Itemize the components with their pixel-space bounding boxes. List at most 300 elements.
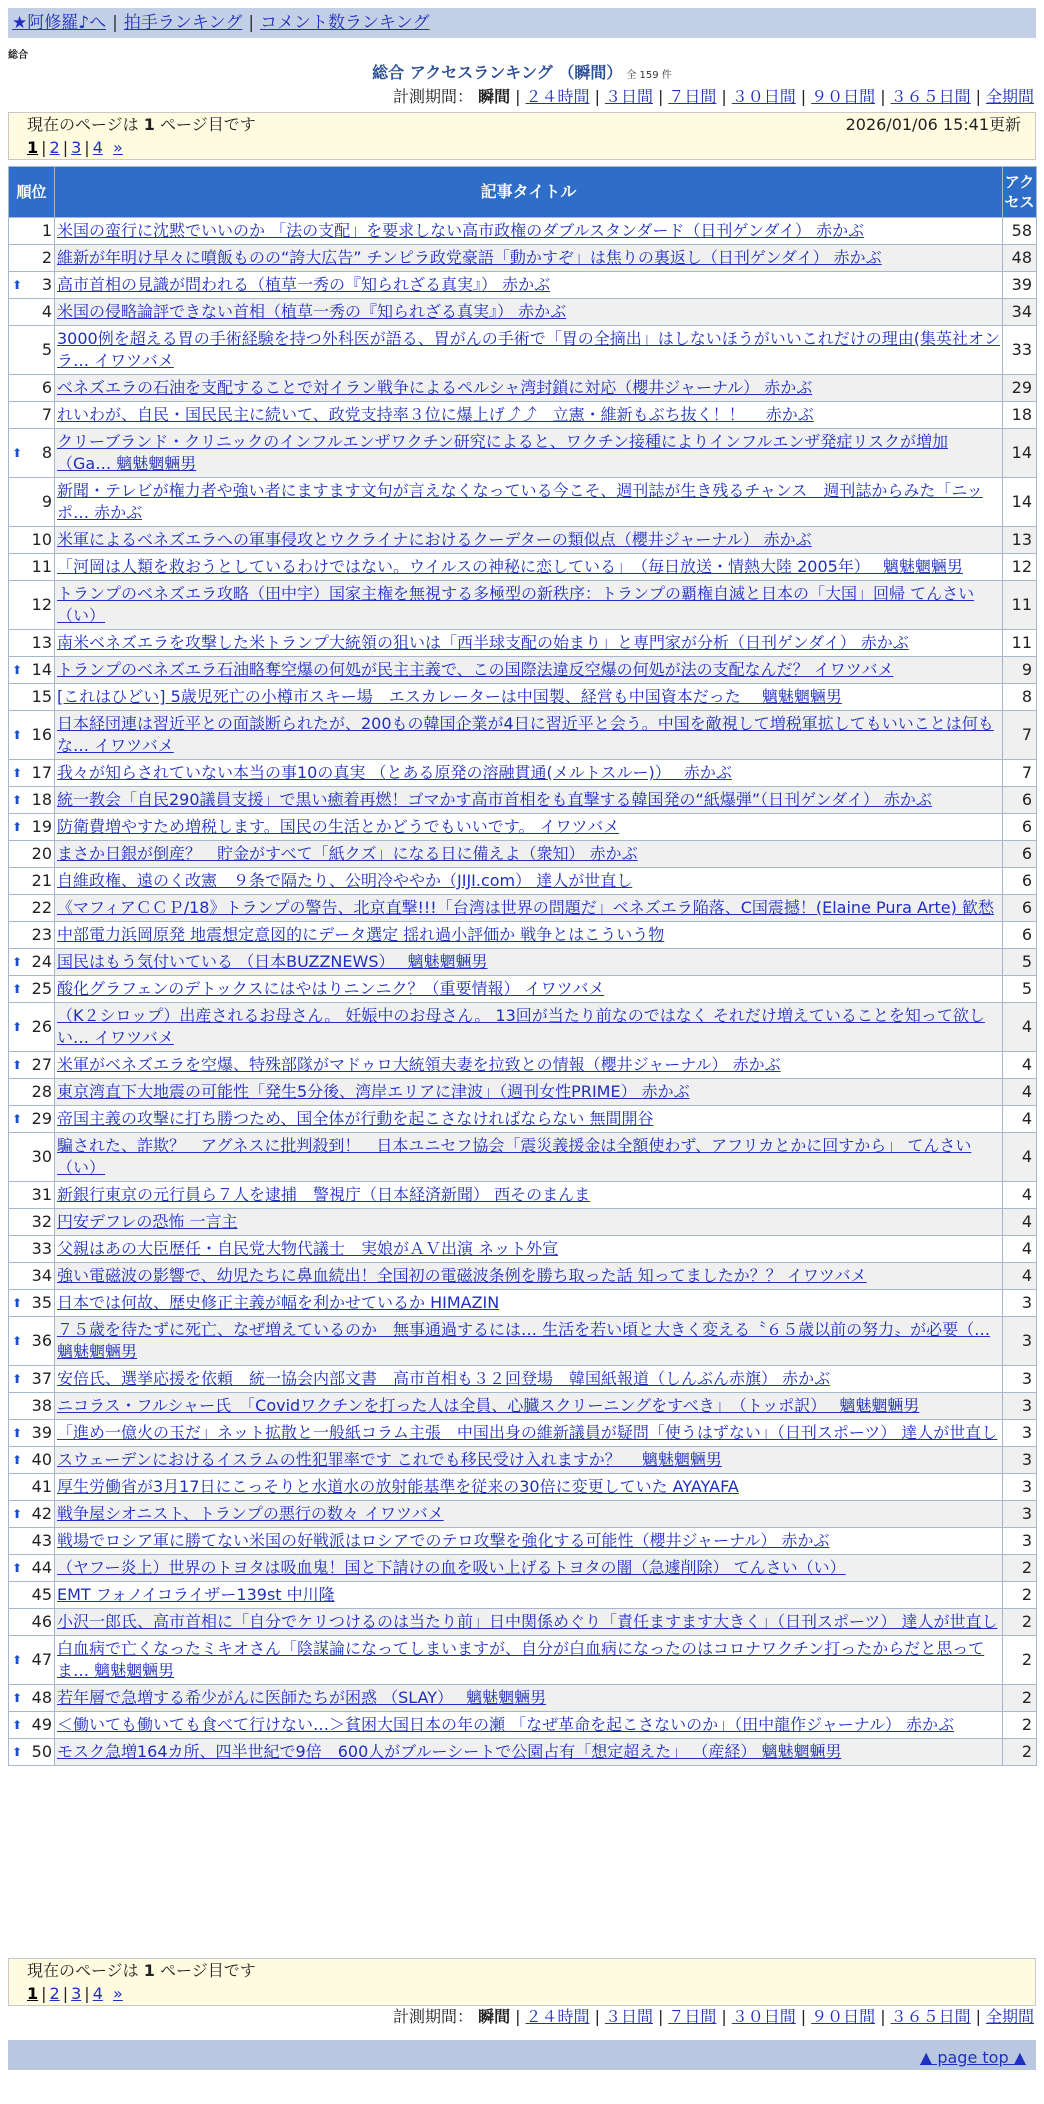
rank-cell bbox=[9, 1209, 55, 1236]
table-header-row bbox=[9, 167, 1037, 218]
title-cell bbox=[55, 711, 1003, 760]
rank-number: 40 bbox=[31, 1450, 52, 1469]
access-count: 9 bbox=[1003, 657, 1037, 684]
rank-number: 7 bbox=[41, 405, 52, 424]
rank-number: 9 bbox=[41, 492, 52, 511]
table-row bbox=[9, 1739, 1037, 1766]
title-cell bbox=[55, 684, 1003, 711]
title-cell bbox=[55, 1447, 1003, 1474]
title-cell bbox=[55, 245, 1003, 272]
article-title-link[interactable]: 米軍によるベネズエラへの軍事侵攻とウクライナにおけるクーデターの類似点（櫻井ジャーナル） 赤かぶ bbox=[57, 530, 812, 549]
header-rank: 順位 bbox=[9, 167, 55, 218]
article-title-link[interactable]: 維新が年明け早々に噴飯ものの“誇大広告” チンピラ政党豪語「動かすぞ」は焦りの裏返し（日刊ゲンダイ） 赤かぶ bbox=[57, 248, 882, 267]
table-row bbox=[9, 1366, 1037, 1393]
table-row bbox=[9, 630, 1037, 657]
table-row bbox=[9, 581, 1037, 630]
access-count: 2 bbox=[1003, 1609, 1037, 1636]
clap-ranking-link[interactable]: 拍手ランキング bbox=[123, 13, 243, 33]
table-row bbox=[9, 1712, 1037, 1739]
rank-number: 48 bbox=[31, 1688, 52, 1707]
pager-links: 1 | 2 | 3 | 4 » bbox=[27, 138, 123, 157]
article-title-link[interactable]: 新聞・テレビが権力者や強い者にますます文句が言えなくなっている今こそ、週刊誌が生き残るチャンス 週刊誌からみた「ニッポ… 赤かぶ bbox=[57, 481, 983, 522]
period-label-bottom: 計測期間： bbox=[393, 2007, 474, 2026]
up-arrow-icon: ⬆ bbox=[12, 1653, 23, 1667]
article-title-link[interactable]: スウェーデンにおけるイスラムの性犯罪率です これでも移民受け入れますか？ 魑魅魍魎男 bbox=[57, 1450, 722, 1469]
updated-timestamp: 2026/01/06 15:41更新 bbox=[845, 115, 1021, 134]
access-count: 6 bbox=[1003, 787, 1037, 814]
article-title-link[interactable]: 「河岡は人類を救おうとしているわけではない。ウイルスの神秘に恋している」 （毎日放送・情熱大陸 2005年） 魑魅魍魎男 bbox=[57, 557, 963, 576]
rank-cell bbox=[9, 868, 55, 895]
rank-number: 2 bbox=[41, 248, 52, 267]
access-count: 4 bbox=[1003, 1236, 1037, 1263]
table-row bbox=[9, 375, 1037, 402]
access-count: 4 bbox=[1003, 1133, 1037, 1182]
rank-cell bbox=[9, 1366, 55, 1393]
title-cell bbox=[55, 657, 1003, 684]
article-title-link[interactable]: 米国の蛮行に沈黙でいいのか 「法の支配」を要求しない高市政権のダブルスタンダード（日刊ゲンダイ） 赤かぶ bbox=[57, 221, 865, 240]
rank-cell bbox=[9, 976, 55, 1003]
title-cell bbox=[55, 1582, 1003, 1609]
article-title-link[interactable]: 帝国主義の攻撃に打ち勝つため、国全体が行動を起こさなければならない 無間開谷 bbox=[57, 1109, 654, 1128]
access-count: 4 bbox=[1003, 1209, 1037, 1236]
rank-number: 37 bbox=[31, 1369, 52, 1388]
period-link-7d-bottom[interactable]: ７日間 bbox=[668, 2007, 717, 2026]
article-title-link[interactable]: 統一教会「自民290議員支援」で黒い癒着再燃！ゴマかす高市首相をも直撃する韓国発の“紙爆弾”（日刊ゲンダイ） 赤かぶ bbox=[57, 790, 932, 809]
rank-number: 21 bbox=[31, 871, 52, 890]
article-title-link[interactable]: 父親はあの大臣歴任・自民党大物代議士 実娘がＡＶ出演 ネット外宣 bbox=[57, 1239, 559, 1258]
title-cell bbox=[55, 787, 1003, 814]
title-cell bbox=[55, 1366, 1003, 1393]
title-cell bbox=[55, 1555, 1003, 1582]
rank-cell bbox=[9, 272, 55, 299]
rank-number: 12 bbox=[31, 595, 52, 614]
top-nav-bar bbox=[8, 8, 1036, 38]
rank-number: 11 bbox=[31, 557, 52, 576]
period-link-90d[interactable]: ９０日間 bbox=[811, 87, 876, 106]
rank-cell bbox=[9, 429, 55, 478]
rank-cell bbox=[9, 1317, 55, 1366]
pager-bottom bbox=[8, 1958, 1036, 2006]
page-link-4[interactable]: 4 bbox=[92, 138, 103, 157]
rank-cell bbox=[9, 245, 55, 272]
rank-number: 5 bbox=[41, 340, 52, 359]
rank-cell bbox=[9, 814, 55, 841]
page-title-text: 総合 アクセスランキング （瞬間） bbox=[372, 63, 623, 82]
rank-number: 6 bbox=[41, 378, 52, 397]
article-title-link[interactable]: モスク急増164カ所、四半世紀で9倍 600人がブルーシートで公園占有「想定超えた」 （産経） 魑魅魍魎男 bbox=[57, 1742, 842, 1761]
title-cell bbox=[55, 895, 1003, 922]
rank-number: 18 bbox=[31, 790, 52, 809]
rank-cell bbox=[9, 922, 55, 949]
pager-links-bottom: 1 | 2 | 3 | 4 » bbox=[27, 1984, 123, 2003]
table-row bbox=[9, 299, 1037, 326]
rank-number: 22 bbox=[31, 898, 52, 917]
rank-cell bbox=[9, 1685, 55, 1712]
access-count: 2 bbox=[1003, 1685, 1037, 1712]
up-arrow-icon: ⬆ bbox=[12, 1112, 23, 1126]
up-arrow-icon: ⬆ bbox=[12, 1334, 23, 1348]
up-arrow-icon: ⬆ bbox=[12, 1058, 23, 1072]
article-title-link[interactable]: まさか日銀が倒産？ 貯金がすべて「紙クズ」になる日に備えよ（衆知） 赤かぶ bbox=[57, 844, 638, 863]
table-row bbox=[9, 478, 1037, 527]
nav-separator: | bbox=[248, 13, 255, 33]
up-arrow-icon: ⬆ bbox=[12, 1426, 23, 1440]
table-row bbox=[9, 554, 1037, 581]
rank-number: 33 bbox=[31, 1239, 52, 1258]
pager-suffix: ページ目です bbox=[160, 115, 256, 134]
table-row bbox=[9, 527, 1037, 554]
period-current-bottom: 瞬間 bbox=[478, 2007, 511, 2026]
article-title-link[interactable]: [これはひどい] 5歳児死亡の小樽市スキー場 エスカレーターは中国製、経営も中国資本だった 魑魅魍魎男 bbox=[57, 687, 842, 706]
title-cell bbox=[55, 841, 1003, 868]
rank-cell bbox=[9, 1003, 55, 1052]
rank-cell bbox=[9, 1393, 55, 1420]
rank-cell bbox=[9, 787, 55, 814]
period-label: 計測期間： bbox=[393, 87, 474, 106]
rank-number: 46 bbox=[31, 1612, 52, 1631]
access-count: 6 bbox=[1003, 841, 1037, 868]
rank-number: 45 bbox=[31, 1585, 52, 1604]
access-count: 4 bbox=[1003, 1263, 1037, 1290]
article-title-link[interactable]: 《マフィアＣＣＰ/18》トランプの警告、北京直撃!!!「台湾は世界の問題だ」ベネズエラ陥落、C国震撼！(Elaine Pura Arte) 歓愁 bbox=[57, 898, 994, 917]
article-title-link[interactable]: 戦場でロシア軍に勝てない米国の好戦派はロシアでのテロ攻撃を強化する可能性（櫻井ジャーナル） 赤かぶ bbox=[57, 1531, 830, 1550]
article-title-link[interactable]: 騙された、詐欺？ アグネスに批判殺到！ 日本ユニセフ協会「震災義援金は全額使わず、アフリカとかに回すから」 てんさい（い） bbox=[57, 1136, 972, 1177]
up-arrow-icon: ⬆ bbox=[12, 1372, 23, 1386]
rank-cell bbox=[9, 1420, 55, 1447]
access-count: 4 bbox=[1003, 1106, 1037, 1133]
article-title-link[interactable]: 安倍氏、選挙応援を依頼 統一協会内部文書 高市首相も３２回登場 韓国紙報道（しんぶん赤旗） 赤かぶ bbox=[57, 1369, 831, 1388]
rank-cell bbox=[9, 841, 55, 868]
table-row bbox=[9, 657, 1037, 684]
article-title-link[interactable]: 戦争屋シオニスト、トランプの悪行の数々 イワツバメ bbox=[57, 1504, 444, 1523]
title-cell bbox=[55, 1182, 1003, 1209]
article-title-link[interactable]: 防衛費増やすため増税します。国民の生活とかどうでもいいです。 イワツバメ bbox=[57, 817, 620, 836]
table-row bbox=[9, 841, 1037, 868]
article-title-link[interactable]: EMT フォノイコライザー139st 中川隆 bbox=[57, 1585, 335, 1604]
title-cell bbox=[55, 1609, 1003, 1636]
up-arrow-icon: ⬆ bbox=[12, 1745, 23, 1759]
table-row bbox=[9, 1263, 1037, 1290]
article-title-link[interactable]: 米軍がベネズエラを空爆、特殊部隊がマドゥロ大統領夫妻を拉致との情報（櫻井ジャーナル） 赤かぶ bbox=[57, 1055, 781, 1074]
article-title-link[interactable]: トランプのベネズエラ攻略（田中宇）国家主権を無視する多極型の新秩序：トランプの覇権自滅と日本の「大国」回帰 てんさい（い） bbox=[57, 584, 975, 625]
period-link-all[interactable]: 全期間 bbox=[985, 87, 1034, 106]
up-arrow-icon: ⬆ bbox=[12, 1296, 23, 1310]
access-count: 13 bbox=[1003, 527, 1037, 554]
access-count: 18 bbox=[1003, 402, 1037, 429]
rank-number: 50 bbox=[31, 1742, 52, 1761]
period-link-90d-bottom[interactable]: ９０日間 bbox=[811, 2007, 876, 2026]
page-link-2-bottom[interactable]: 2 bbox=[49, 1984, 60, 2003]
access-count: 3 bbox=[1003, 1420, 1037, 1447]
article-title-link[interactable]: れいわが、自民・国民民主に続いて、政党支持率３位に爆上げ⤴⤴ 立憲・維新もぶち抜く！！ 赤かぶ bbox=[57, 405, 814, 424]
access-count: 6 bbox=[1003, 814, 1037, 841]
table-row bbox=[9, 1555, 1037, 1582]
page-link-3[interactable]: 3 bbox=[71, 138, 82, 157]
comment-ranking-link[interactable]: コメント数ランキング bbox=[260, 13, 430, 33]
rank-number: 25 bbox=[31, 979, 52, 998]
rank-cell bbox=[9, 1739, 55, 1766]
up-arrow-icon: ⬆ bbox=[12, 1020, 23, 1034]
rank-number: 30 bbox=[31, 1147, 52, 1166]
period-link-all-bottom[interactable]: 全期間 bbox=[985, 2007, 1034, 2026]
period-link-365d[interactable]: ３６５日間 bbox=[890, 87, 971, 106]
up-arrow-icon: ⬆ bbox=[12, 982, 23, 996]
access-count: 58 bbox=[1003, 218, 1037, 245]
article-title-link[interactable]: （K２シロップ）出産されるお母さん。 妊娠中のお母さん。 13回が当たり前なのではなく それだけ増えていることを知って欲しい… イワツバメ bbox=[57, 1006, 985, 1047]
title-cell bbox=[55, 976, 1003, 1003]
rank-number: 32 bbox=[31, 1212, 52, 1231]
period-link-7d[interactable]: ７日間 bbox=[668, 87, 717, 106]
article-title-link[interactable]: 白血病で亡くなったミキオさん「陰謀論になってしまいますが、自分が白血病になったのはコロナワクチン打ったからだと思ってま… 魑魅魍魎男 bbox=[57, 1639, 985, 1680]
article-title-link[interactable]: ７５歳を待たずに死亡、なぜ増えているのか 無事通過するには… 生活を若い頃と大きく変える〝６５歳以前の努力〟が必要（… 魑魅魍魎男 bbox=[57, 1320, 991, 1361]
footer-bar bbox=[8, 2040, 1036, 2070]
period-selector-top: 計測期間： 瞬間 | ２４時間 | ３日間 | ７日間 | ３０日間 | ９０日間 | ３６５日間 | 全期間 bbox=[393, 87, 1034, 106]
title-cell bbox=[55, 375, 1003, 402]
rank-cell bbox=[9, 1236, 55, 1263]
article-title-link[interactable]: 日本では何故、歴史修正主義が幅を利かせているか HIMAZIN bbox=[57, 1293, 500, 1312]
article-title-link[interactable]: 3000例を超える胃の手術経験を持つ外科医が語る、胃がんの手術で「胃の全摘出」はしないほうがいいこれだけの理由(集英社オンラ… イワツバメ bbox=[57, 329, 1000, 370]
title-cell bbox=[55, 1133, 1003, 1182]
article-title-link[interactable]: 「進め一億火の玉だ」ネット拡散と一般紙コラム主張 中国出身の維新議員が疑問「使うはずない」（日刊スポーツ） 達人が世直し bbox=[57, 1423, 998, 1442]
title-cell bbox=[55, 1106, 1003, 1133]
table-row bbox=[9, 1420, 1037, 1447]
rank-number: 27 bbox=[31, 1055, 52, 1074]
rank-cell bbox=[9, 1052, 55, 1079]
table-row bbox=[9, 1636, 1037, 1685]
title-cell bbox=[55, 299, 1003, 326]
rank-cell bbox=[9, 630, 55, 657]
period-link-30d-bottom[interactable]: ３０日間 bbox=[731, 2007, 796, 2026]
up-arrow-icon: ⬆ bbox=[12, 446, 23, 460]
page-next-link[interactable]: » bbox=[113, 138, 123, 157]
up-arrow-icon: ⬆ bbox=[12, 955, 23, 969]
table-row bbox=[9, 976, 1037, 1003]
title-cell bbox=[55, 1209, 1003, 1236]
table-row bbox=[9, 1133, 1037, 1182]
table-row bbox=[9, 326, 1037, 375]
title-cell bbox=[55, 949, 1003, 976]
title-cell bbox=[55, 814, 1003, 841]
pager-suffix-bottom: ページ目です bbox=[160, 1961, 256, 1980]
period-link-3d[interactable]: ３日間 bbox=[604, 87, 653, 106]
article-title-link[interactable]: ニコラス・フルシャー氏 「Covidワクチンを打った人は全員、心臓スクリーニングをすべき」 （トッポ訳） 魑魅魍魎男 bbox=[57, 1396, 920, 1415]
page-link-1: 1 bbox=[27, 138, 39, 157]
article-title-link[interactable]: ベネズエラの石油を支配することで対イラン戦争によるペルシャ湾封鎖に対応（櫻井ジャーナル） 赤かぶ bbox=[57, 378, 813, 397]
rank-cell bbox=[9, 478, 55, 527]
rank-number: 42 bbox=[31, 1504, 52, 1523]
rank-number: 1 bbox=[41, 221, 52, 240]
title-cell bbox=[55, 1393, 1003, 1420]
article-title-link[interactable]: （ヤフー炎上）世界のトヨタは吸血鬼！国と下請けの血を吸い上げるトヨタの闇（急遽削除） てんさい（い） bbox=[57, 1558, 846, 1577]
rank-number: 15 bbox=[31, 687, 52, 706]
title-cell bbox=[55, 1712, 1003, 1739]
table-row bbox=[9, 922, 1037, 949]
page-link-2[interactable]: 2 bbox=[49, 138, 60, 157]
access-count: 7 bbox=[1003, 711, 1037, 760]
pager-status bbox=[27, 113, 1021, 137]
up-arrow-icon: ⬆ bbox=[12, 1718, 23, 1732]
rank-cell bbox=[9, 299, 55, 326]
rank-cell bbox=[9, 1501, 55, 1528]
article-title-link[interactable]: ＜働いても働いても食べて行けない…＞貧困大国日本の年の瀬 「なぜ革命を起こさないのか」（田中龍作ジャーナル） 赤かぶ bbox=[57, 1715, 955, 1734]
rank-cell bbox=[9, 760, 55, 787]
rank-cell bbox=[9, 949, 55, 976]
article-title-link[interactable]: 自維政権、遠のく改憲 ９条で隔たり、公明冷ややか（JIJI.com） 達人が世直し bbox=[57, 871, 633, 890]
up-arrow-icon: ⬆ bbox=[12, 728, 23, 742]
rank-number: 41 bbox=[31, 1477, 52, 1496]
rank-number: 43 bbox=[31, 1531, 52, 1550]
rank-cell bbox=[9, 1290, 55, 1317]
rank-cell bbox=[9, 527, 55, 554]
up-arrow-icon: ⬆ bbox=[12, 1691, 23, 1705]
access-count: 4 bbox=[1003, 1182, 1037, 1209]
rank-cell bbox=[9, 684, 55, 711]
table-row bbox=[9, 1182, 1037, 1209]
access-count: 14 bbox=[1003, 478, 1037, 527]
period-link-365d-bottom[interactable]: ３６５日間 bbox=[890, 2007, 971, 2026]
title-cell bbox=[55, 630, 1003, 657]
period-link-24h-bottom[interactable]: ２４時間 bbox=[525, 2007, 590, 2026]
rank-cell bbox=[9, 1555, 55, 1582]
title-cell bbox=[55, 1236, 1003, 1263]
article-title-link[interactable]: 酸化グラフェンのデトックスにはやはりニンニク？（重要情報） イワツバメ bbox=[57, 979, 605, 998]
rank-number: 31 bbox=[31, 1185, 52, 1204]
title-cell bbox=[55, 1474, 1003, 1501]
title-cell bbox=[55, 1079, 1003, 1106]
access-count: 5 bbox=[1003, 976, 1037, 1003]
title-cell bbox=[55, 1685, 1003, 1712]
table-row bbox=[9, 949, 1037, 976]
pager-current-page: 1 bbox=[143, 115, 155, 134]
access-count: 3 bbox=[1003, 1290, 1037, 1317]
article-title-link[interactable]: 円安デフレの恐怖 一言主 bbox=[57, 1212, 238, 1231]
article-title-link[interactable]: 高市首相の見識が問われる（植草一秀の『知られざる真実』） 赤かぶ bbox=[57, 275, 551, 294]
pager-prefix-bottom: 現在のページは bbox=[27, 1961, 139, 1980]
page-top-link[interactable]: ▲ page top ▲ bbox=[919, 2048, 1026, 2067]
rank-number: 34 bbox=[31, 1266, 52, 1285]
access-count: 39 bbox=[1003, 272, 1037, 299]
page-next-link-bottom[interactable]: » bbox=[113, 1984, 123, 2003]
period-link-30d[interactable]: ３０日間 bbox=[731, 87, 796, 106]
access-count: 4 bbox=[1003, 1003, 1037, 1052]
access-count: 3 bbox=[1003, 1393, 1037, 1420]
rank-number: 39 bbox=[31, 1423, 52, 1442]
rank-cell bbox=[9, 1447, 55, 1474]
table-row bbox=[9, 1317, 1037, 1366]
article-title-link[interactable]: 厚生労働省が3月17日にこっそりと水道水の放射能基準を従来の30倍に変更していた AYAYAFA bbox=[57, 1477, 739, 1496]
article-title-link[interactable]: 強い電磁波の影響で、幼児たちに鼻血続出！全国初の電磁波条例を勝ち取った話 知ってましたか？？ イワツバメ bbox=[57, 1266, 867, 1285]
table-row bbox=[9, 1236, 1037, 1263]
article-title-link[interactable]: 中部電力浜岡原発 地震想定意図的にデータ選定 揺れ過小評価か 戦争とはこういう物 bbox=[57, 925, 665, 944]
title-cell bbox=[55, 402, 1003, 429]
access-count: 2 bbox=[1003, 1739, 1037, 1766]
period-current: 瞬間 bbox=[478, 87, 511, 106]
access-count: 2 bbox=[1003, 1712, 1037, 1739]
rank-cell bbox=[9, 1712, 55, 1739]
ranking-body bbox=[9, 218, 1037, 1766]
rank-cell bbox=[9, 375, 55, 402]
article-title-link[interactable]: 小沢一郎氏、高市首相に「自分でケリつけるのは当たり前」日中関係めぐり「責任ますます大きく」（日刊スポーツ） 達人が世直し bbox=[57, 1612, 998, 1631]
access-count: 2 bbox=[1003, 1582, 1037, 1609]
table-row bbox=[9, 1609, 1037, 1636]
access-count: 7 bbox=[1003, 760, 1037, 787]
table-row bbox=[9, 245, 1037, 272]
article-title-link[interactable]: 我々が知らされていない本当の事10の真実 （とある原発の溶融貫通(メルトスルー)） 赤かぶ bbox=[57, 763, 732, 782]
table-row bbox=[9, 402, 1037, 429]
rank-cell bbox=[9, 402, 55, 429]
page-link-4-bottom[interactable]: 4 bbox=[92, 1984, 103, 2003]
access-count: 2 bbox=[1003, 1555, 1037, 1582]
article-title-link[interactable]: 米国の侵略論評できない首相（植草一秀の『知られざる真実』） 赤かぶ bbox=[57, 302, 567, 321]
table-row bbox=[9, 787, 1037, 814]
rank-number: 24 bbox=[31, 952, 52, 971]
title-cell bbox=[55, 1003, 1003, 1052]
rank-cell bbox=[9, 1182, 55, 1209]
title-cell bbox=[55, 1528, 1003, 1555]
title-cell bbox=[55, 1501, 1003, 1528]
up-arrow-icon: ⬆ bbox=[12, 1561, 23, 1575]
rank-cell bbox=[9, 1263, 55, 1290]
table-row bbox=[9, 1474, 1037, 1501]
table-row bbox=[9, 1582, 1037, 1609]
rank-number: 17 bbox=[31, 763, 52, 782]
access-count: 3 bbox=[1003, 1474, 1037, 1501]
access-count: 4 bbox=[1003, 1052, 1037, 1079]
up-arrow-icon: ⬆ bbox=[12, 766, 23, 780]
up-arrow-icon: ⬆ bbox=[12, 1507, 23, 1521]
page-title bbox=[0, 60, 1044, 83]
home-link[interactable]: ★阿修羅♪へ bbox=[12, 13, 107, 33]
article-title-link[interactable]: 南米ベネズエラを攻撃した米トランプ大統領の狙いは「西半球支配の始まり」と専門家が分析（日刊ゲンダイ） 赤かぶ bbox=[57, 633, 909, 652]
rank-number: 16 bbox=[31, 725, 52, 744]
article-title-link[interactable]: 国民はもう気付いている （日本BUZZNEWS） 魑魅魍魎男 bbox=[57, 952, 488, 971]
article-title-link[interactable]: クリーブランド・クリニックのインフルエンザワクチン研究によると、ワクチン接種によりインフルエンザ発症リスクが増加（Ga… 魑魅魍魎男 bbox=[57, 432, 949, 473]
access-count: 3 bbox=[1003, 1528, 1037, 1555]
period-selector-bottom: 計測期間： 瞬間 | ２４時間 | ３日間 | ７日間 | ３０日間 | ９０日間 | ３６５日間 | 全期間 bbox=[393, 2007, 1034, 2026]
access-count: 6 bbox=[1003, 868, 1037, 895]
article-title-link[interactable]: 新銀行東京の元行員ら７人を逮捕 警視庁（日本経済新聞） 西そのまんま bbox=[57, 1185, 591, 1204]
title-cell bbox=[55, 1636, 1003, 1685]
access-count: 29 bbox=[1003, 375, 1037, 402]
rank-number: 38 bbox=[31, 1396, 52, 1415]
article-title-link[interactable]: 若年層で急増する希少がんに医師たちが困惑 （SLAY） 魑魅魍魎男 bbox=[57, 1688, 547, 1707]
rank-cell bbox=[9, 1133, 55, 1182]
article-title-link[interactable]: 日本経団連は習近平との面談断られたが、200もの韓国企業が4日に習近平と会う。中国を敵視して増税軍拡してもいいことは何もな… イワツバメ bbox=[57, 714, 994, 755]
table-row bbox=[9, 684, 1037, 711]
table-row bbox=[9, 429, 1037, 478]
access-count: 11 bbox=[1003, 581, 1037, 630]
up-arrow-icon: ⬆ bbox=[12, 1453, 23, 1467]
table-row bbox=[9, 1393, 1037, 1420]
rank-cell bbox=[9, 1474, 55, 1501]
page-link-1-bottom: 1 bbox=[27, 1984, 39, 2003]
title-cell bbox=[55, 760, 1003, 787]
table-row bbox=[9, 814, 1037, 841]
access-count: 6 bbox=[1003, 895, 1037, 922]
rank-cell bbox=[9, 711, 55, 760]
period-link-24h[interactable]: ２４時間 bbox=[525, 87, 590, 106]
page-link-3-bottom[interactable]: 3 bbox=[71, 1984, 82, 2003]
rank-number: 4 bbox=[41, 302, 52, 321]
title-cell bbox=[55, 1420, 1003, 1447]
article-title-link[interactable]: トランプのベネズエラ石油略奪空爆の何処が民主主義で、この国際法違反空爆の何処が法の支配なんだ？ イワツバメ bbox=[57, 660, 894, 679]
article-title-link[interactable]: 東京湾直下大地震の可能性「発生5分後、湾岸エリアに津波」（週刊女性PRIME） 赤かぶ bbox=[57, 1082, 690, 1101]
rank-cell bbox=[9, 1636, 55, 1685]
access-count: 12 bbox=[1003, 554, 1037, 581]
table-row bbox=[9, 711, 1037, 760]
period-link-3d-bottom[interactable]: ３日間 bbox=[604, 2007, 653, 2026]
rank-cell bbox=[9, 1528, 55, 1555]
